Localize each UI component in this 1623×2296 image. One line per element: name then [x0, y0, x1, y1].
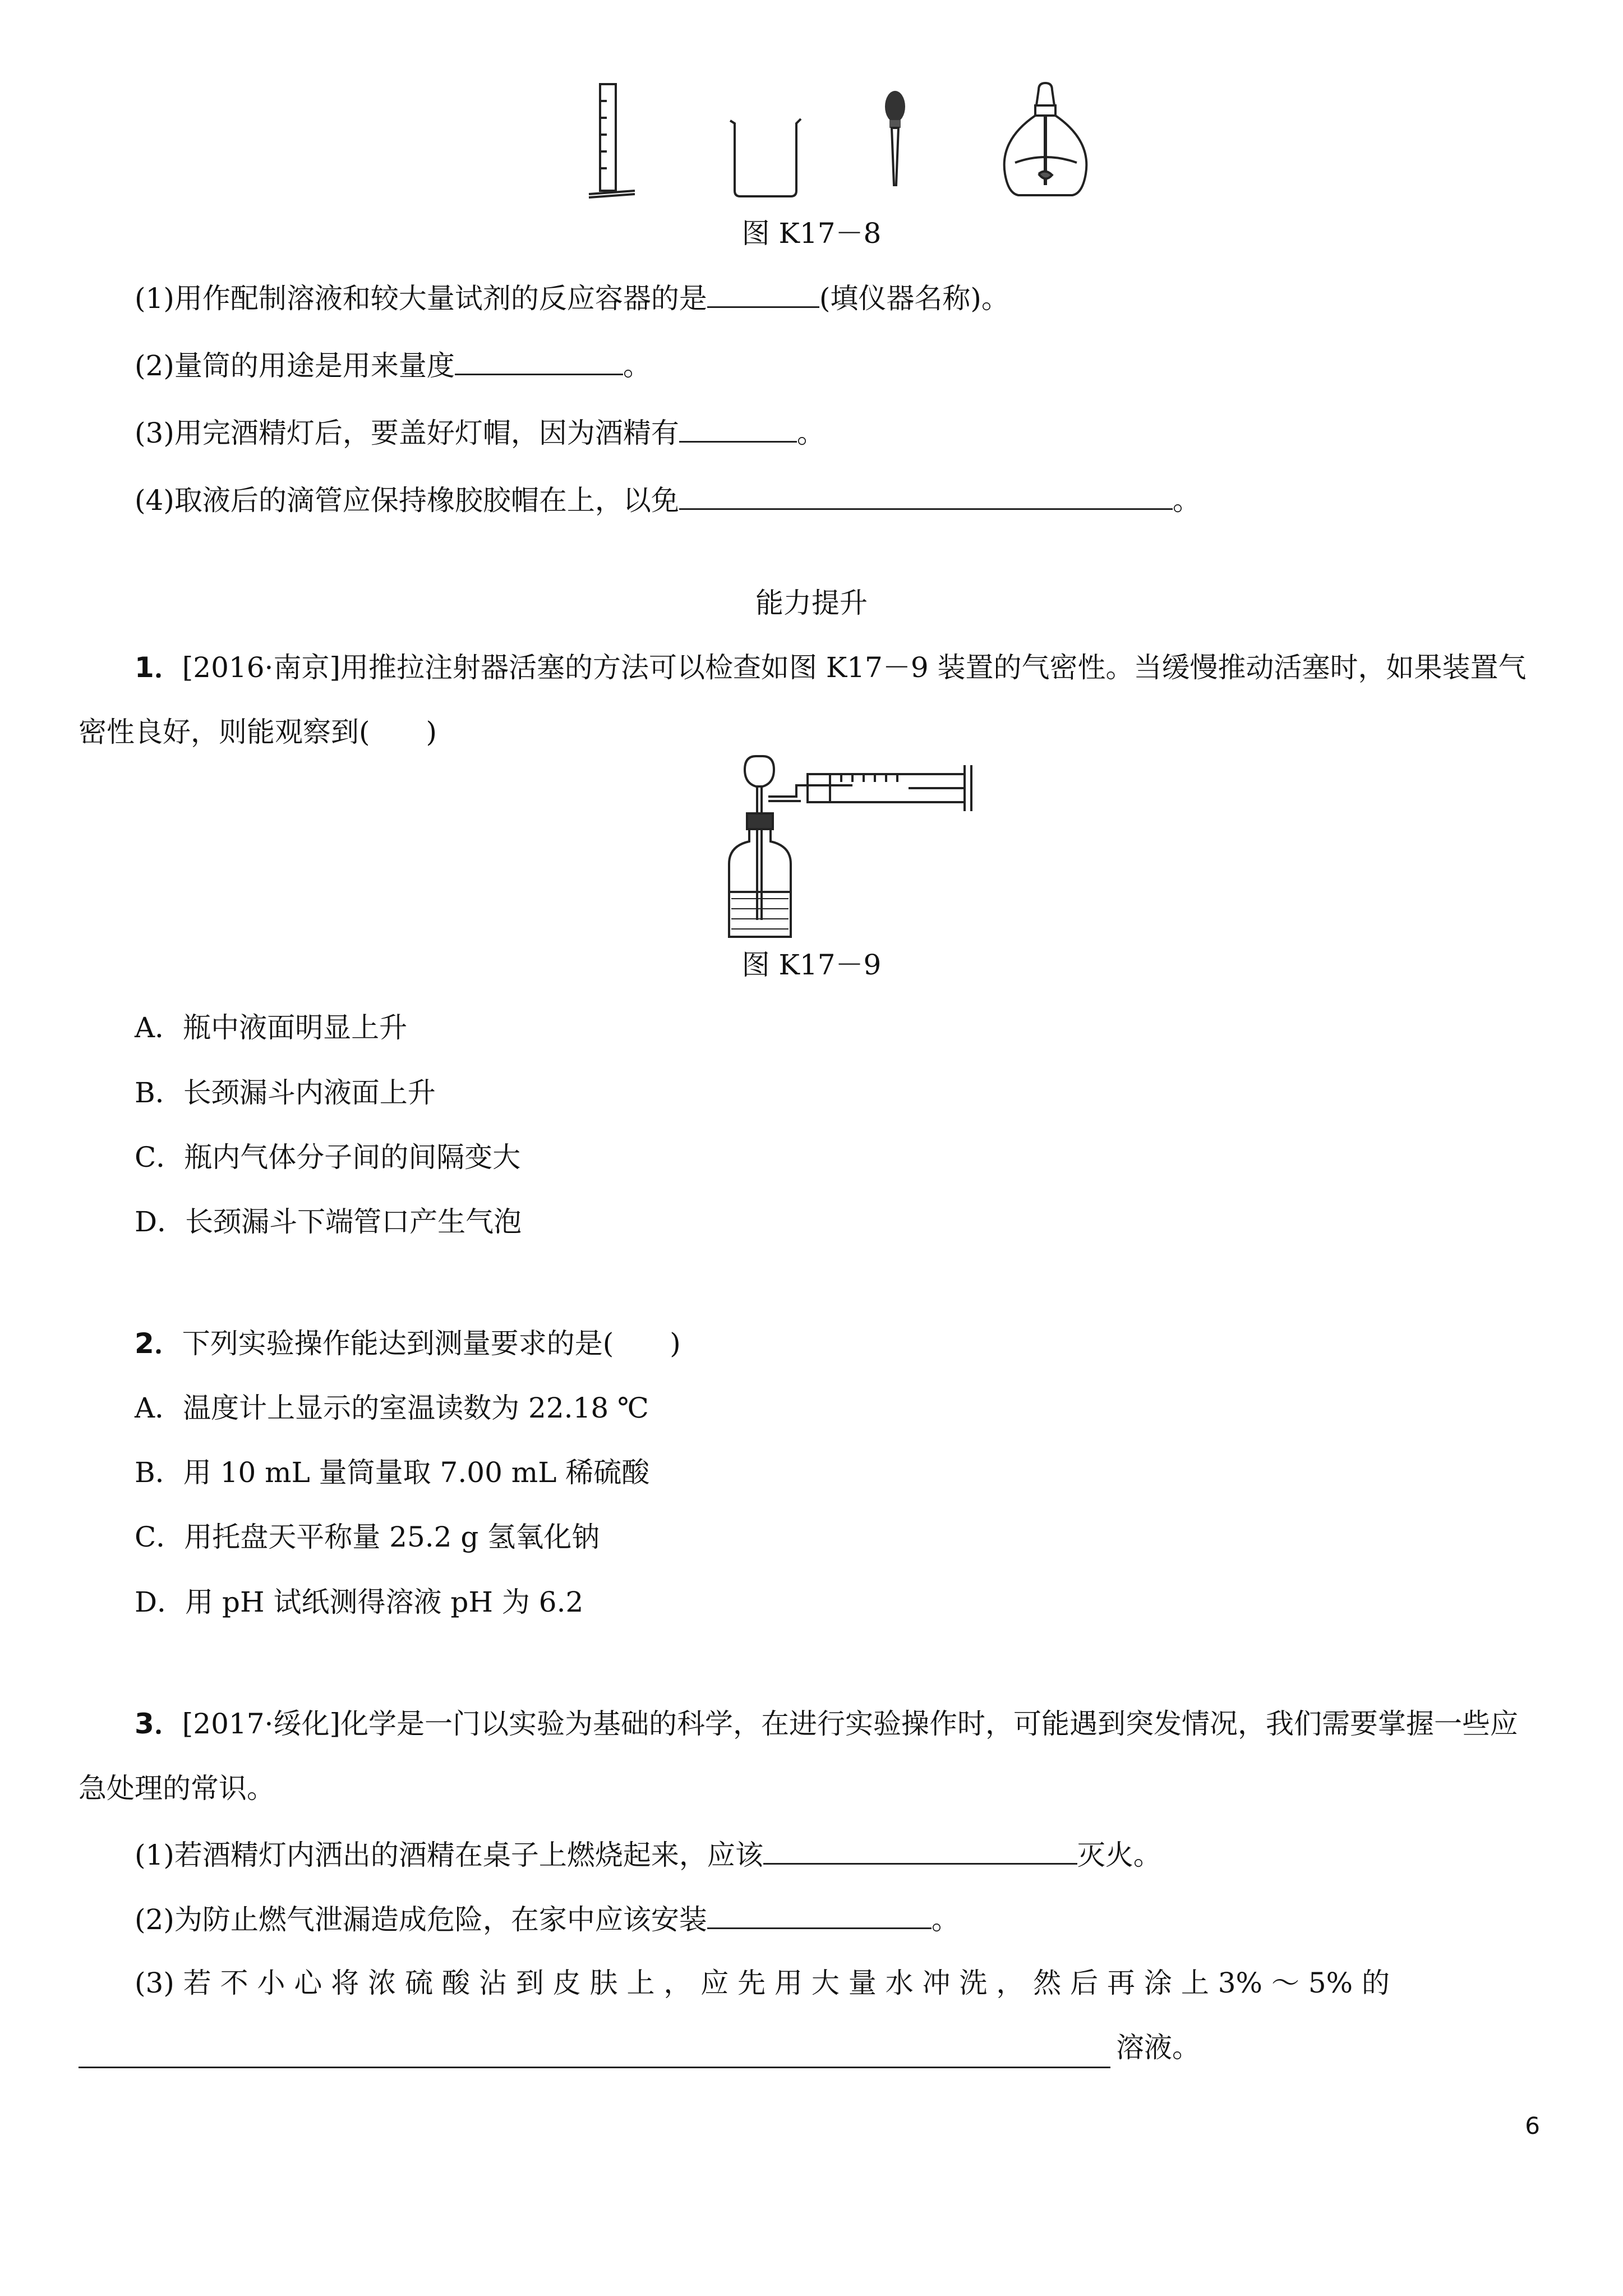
fill-in-q3: (3)用完酒精灯后，要盖好灯帽，因为酒精有 。	[135, 415, 825, 450]
question-2-stem: 2．下列实验操作能达到测量要求的是( )	[135, 1327, 681, 1360]
q1-option-b[interactable]: B．长颈漏斗内液面上升	[135, 1076, 436, 1109]
q2-option-a[interactable]: A．温度计上显示的室温读数为 22.18 ℃	[135, 1392, 649, 1424]
dropper-drawing	[885, 91, 905, 185]
q2-option-d[interactable]: D．用 pH 试纸测得溶液 pH 为 6.2	[135, 1586, 584, 1618]
beaker-drawing	[730, 119, 801, 196]
q1-option-a[interactable]: A．瓶中液面明显上升	[135, 1011, 408, 1044]
answer-blank[interactable]	[707, 1902, 932, 1929]
answer-blank[interactable]	[707, 280, 819, 308]
section-heading: 能力提升	[755, 587, 868, 619]
q3-part-3: (3) 若 不 小 心 将 浓 硫 酸 沾 到 皮 肤 上 ， 应 先 用 大 量 水 冲 洗 ， 然 后 再 涂 上 3% ～ 5% 的	[135, 1967, 1390, 1999]
fill-in-q2: (2)量筒的用途是用来量度 。	[135, 348, 651, 383]
question-number: 3．	[135, 1708, 182, 1740]
q1-option-c[interactable]: C．瓶内气体分子间的间隔变大	[135, 1141, 521, 1174]
q3-part-2: (2)为防止燃气泄漏造成危险，在家中应该安装 。	[135, 1902, 960, 1936]
question-1-line2: 密性良好，则能观察到( )	[79, 716, 437, 748]
page-number: 6	[1525, 2112, 1540, 2139]
answer-blank[interactable]	[679, 482, 1173, 510]
alcohol-lamp-drawing	[1004, 83, 1087, 195]
q2-option-b[interactable]: B．用 10 mL 量筒量取 7.00 mL 稀硫酸	[135, 1456, 650, 1489]
q3-part-1: (1)若酒精灯内洒出的酒精在桌子上燃烧起来，应该 灭火。	[135, 1837, 1161, 1872]
question-number: 2．	[135, 1327, 182, 1360]
answer-blank[interactable]	[455, 348, 623, 375]
figure-k17-9-caption: 图 K17－9	[741, 949, 882, 981]
q1-option-d[interactable]: D．长颈漏斗下端管口产生气泡	[135, 1205, 522, 1238]
fill-in-q4: (4)取液后的滴管应保持橡胶胶帽在上，以免 。	[135, 482, 1201, 517]
q2-option-c[interactable]: C．用托盘天平称量 25.2 g 氢氧化钠	[135, 1521, 600, 1553]
fill-in-q1: (1)用作配制溶液和较大量试剂的反应容器的是 (填仪器名称)。	[135, 280, 1009, 315]
question-1-line1: 1．[2016·南京]用推拉注射器活塞的方法可以检查如图 K17－9 装置的气密性。当缓慢推动活塞时，如果装置气	[135, 651, 1527, 684]
figure-k17-9	[718, 752, 976, 942]
graduated-cylinder-drawing	[589, 84, 635, 197]
q3-part-3-tail: 溶液。	[1116, 2031, 1200, 2064]
figure-k17-8-caption: 图 K17－8	[741, 217, 882, 250]
answer-blank-long[interactable]	[79, 2042, 1110, 2068]
question-number: 1．	[135, 651, 182, 684]
question-3-line1: 3．[2017·绥化]化学是一门以实验为基础的科学，在进行实验操作时，可能遇到突发情况，我们需要掌握一些应	[135, 1708, 1518, 1740]
answer-blank[interactable]	[679, 415, 797, 443]
question-3-line2: 急处理的常识。	[79, 1772, 275, 1805]
answer-blank[interactable]	[763, 1837, 1077, 1865]
figure-k17-8	[583, 79, 1099, 208]
